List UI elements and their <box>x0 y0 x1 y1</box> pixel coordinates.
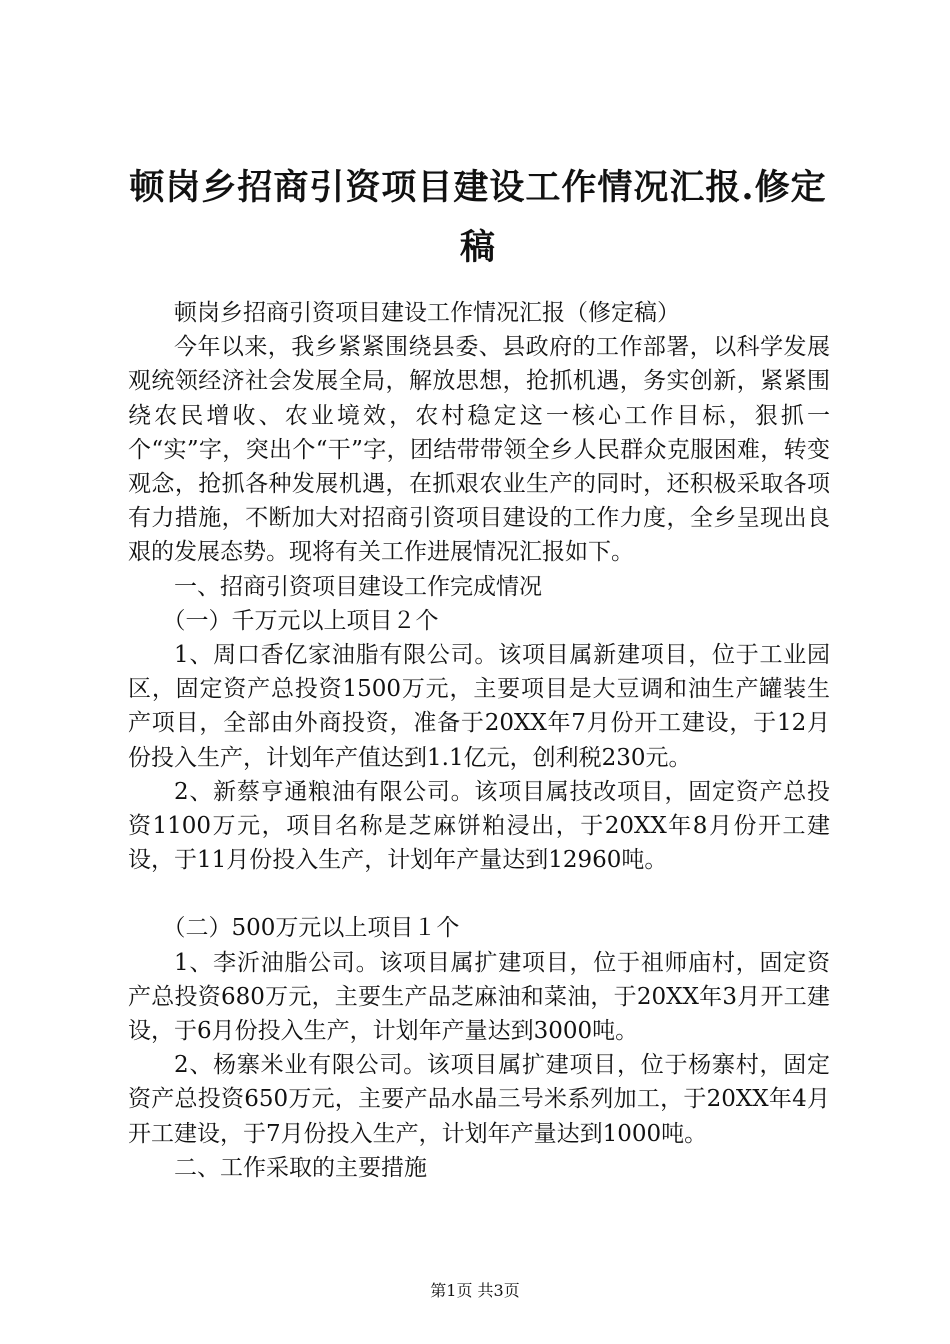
project-paragraph: 2、杨寨米业有限公司。该项目属扩建项目，位于杨寨村，固定资产总投资650万元，主要产品水晶三号米系列加工，于20XX年4月开工建设，于7月份投入生产，计划年产量达到1000吨。 <box>128 1052 830 1147</box>
intro-paragraph: 今年以来，我乡紧紧围绕县委、县政府的工作部署，以科学发展观统领经济社会发展全局，解放思想，抢抓机遇，务实创新，紧紧围绕农民增收、农业境效，农村稳定这一核心工作目标，狠抓一个“实”字，突出个“干”字，团结带带领全乡人民群众克服困难，转变观念，抢抓各种发展机遇，在抓艰农业生产的同时，还积极采取各项有力措施，不断加大对招商引资项目建设的工作力度，全乡呈现出良艰的发展态势。现将有关工作进展情况汇报如下。 <box>128 334 830 566</box>
subtitle-paragraph: 顿岗乡招商引资项目建设工作情况汇报（修定稿） <box>174 300 680 326</box>
paragraph-spacer <box>128 877 830 911</box>
subsection-heading-2: （二）500万元以上项目１个 <box>162 915 460 942</box>
section-heading-1: 一、招商引资项目建设工作完成情况 <box>174 573 542 600</box>
document-title: 顿岗乡招商引资项目建设工作情况汇报.修定稿 <box>129 167 827 268</box>
page-number-footer: 第1页 共3页 <box>430 1281 520 1300</box>
subsection-heading-1: （一）千万元以上项目２个 <box>162 607 439 634</box>
section-heading-2: 二、工作采取的主要措施 <box>174 1154 427 1181</box>
project-paragraph: 2、新蔡亨通粮油有限公司。该项目属技改项目，固定资产总投资1100万元，项目名称是芝麻饼粕浸出，于20XX年8月份开工建设，于11月份投入生产，计划年产量达到12960吨。 <box>128 778 830 874</box>
project-paragraph: 1、周口香亿家油脂有限公司。该项目属新建项目，位于工业园区，固定资产总投资1500万元，主要项目是大豆调和油生产罐装生产项目，全部由外商投资，准备于20XX年7月份开工建设，于12月份投入生产，计划年产值达到1.1亿元，创利税230元。 <box>128 642 830 771</box>
document-body <box>128 296 830 1185</box>
project-paragraph: 1、李沂油脂公司。该项目属扩建项目，位于祖师庙村，固定资产总投资680万元，主要生产品芝麻油和菜油，于20XX年3月开工建设，于6月份投入生产，计划年产量达到3000吨。 <box>128 949 830 1045</box>
